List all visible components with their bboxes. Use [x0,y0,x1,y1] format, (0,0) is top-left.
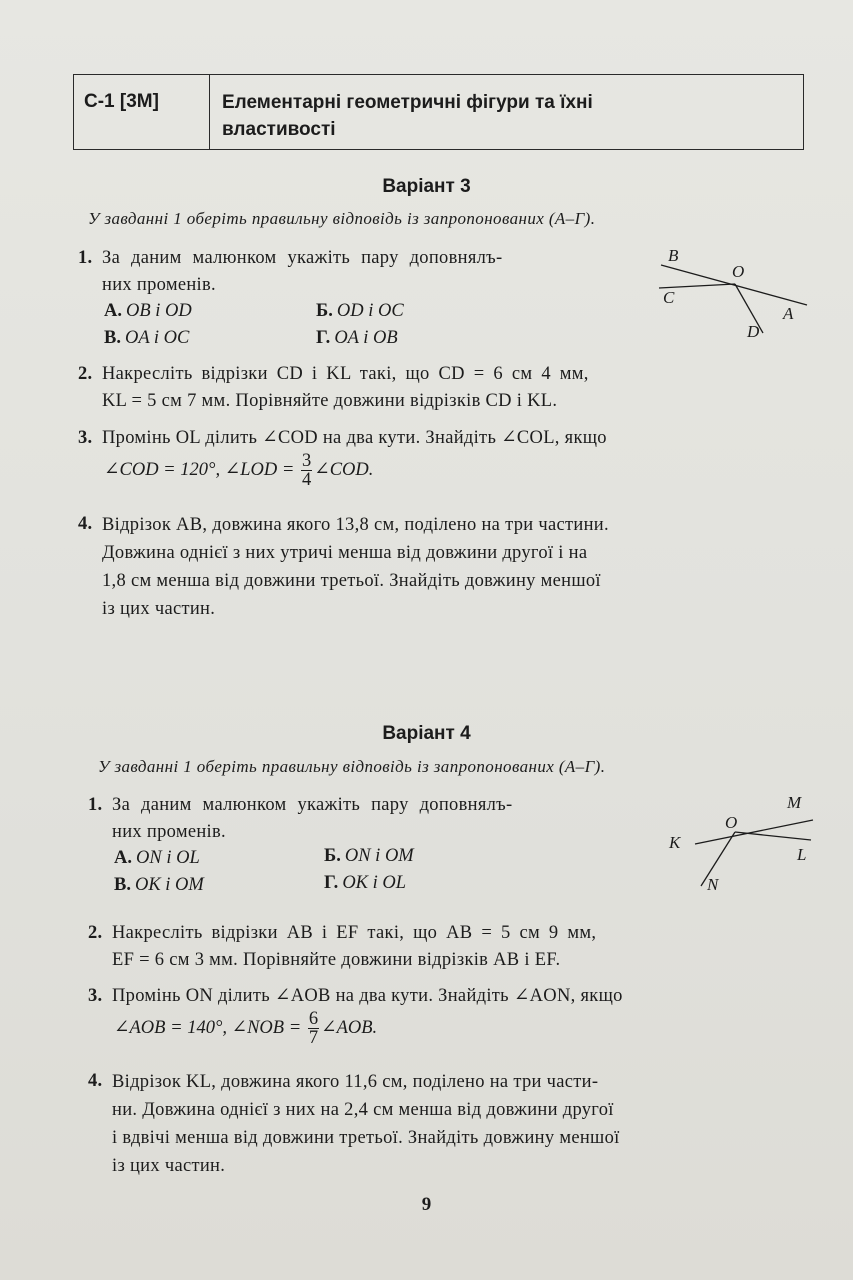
page-number: 9 [421,1194,432,1215]
label-a: A [783,304,794,323]
variant-4-title: Варіант 4 [382,723,471,744]
task-text-line4: із цих частин. [102,599,216,619]
task-text-line1: Промінь ON ділить ∠AOB на два кути. Знайдіть ∠AON, якщо [112,986,623,1006]
task-text-line1: Промінь OL ділить ∠COD на два кути. Знайдіть ∠COL, якщо [102,428,607,448]
task-number: 4. [78,514,93,534]
task-number: 3. [78,428,93,448]
option-d: Г. OK і OL [324,873,407,893]
task-text-line1: Відрізок AB, довжина якого 13,8 см, поділено на три частини. [102,515,609,535]
option-b: Б. OD і OC [316,301,404,321]
task-text-line1: Накресліть відрізки CD і KL такі, що CD = 6 см 4 мм, [102,364,589,384]
v3-task-3 [78,425,810,452]
task-text-line1: За даним малюнком укажіть пару доповнялъ- [112,795,513,815]
task-text-line1: Накресліть відрізки AB і EF такі, що AB = 5 см 9 мм, [112,923,597,943]
v4-ray-figure [665,790,825,900]
v3-ray-figure [655,245,815,345]
label-l: L [797,845,807,864]
label-b: B [668,246,679,265]
option-a: А. ON і OL [114,848,200,868]
task-text-line2: EF = 6 см 3 мм. Порівняйте довжини відрізків AB і EF. [112,950,561,970]
v4-task-3 [88,983,818,1010]
label-k: K [669,833,681,852]
fraction: $\frac{3}{4}$ [301,451,312,490]
task-text-line2: них променів. [112,822,226,842]
v3-task-4 [78,511,818,623]
variant-3-instruction: У завданні 1 оберіть правильну відповідь із запропонованих (А–Г). [88,209,596,228]
task-number: 3. [88,986,103,1006]
task-text-line2: Довжина однієї з них утричі менша від довжини другої і на [102,543,588,563]
section-header [73,74,804,150]
fraction: $\frac{6}{7}$ [308,1009,319,1048]
section-title-line1: Елементарні геометричні фігури та їхні [222,92,593,113]
v4-task-4 [88,1068,828,1180]
section-title [210,75,803,149]
option-c: В. OK і OM [114,875,204,895]
option-c: В. OA і OC [104,328,190,348]
task-text-line2: KL = 5 см 7 мм. Порівняйте довжини відрізків CD і KL. [102,391,558,411]
variant-3-title: Варіант 3 [382,176,471,197]
task-text-line1: За даним малюнком укажіть пару доповнялъ- [102,248,503,268]
v3-task-1 [78,245,658,299]
task-text-line1: Відрізок KL, довжина якого 11,6 см, поділено на три части- [112,1072,599,1092]
option-b: Б. ON і OM [324,846,414,866]
task-text-line4: із цих частин. [112,1156,226,1176]
task-number: 1. [88,795,103,815]
v4-task-3-formula: ∠AOB = 140°, ∠NOB = $\frac{6}{7}$ ∠AOB. [114,1009,378,1048]
task-text-line2: ни. Довжина однієї з них на 2,4 см менша від довжини другої [112,1100,614,1120]
option-d: Г. OA і OB [316,328,398,348]
option-a: А. OB і OD [104,301,192,321]
label-o: O [732,262,745,281]
task-number: 2. [88,923,103,943]
task-number: 2. [78,364,93,384]
task-text-line3: і вдвічі менша від довжини третьої. Знайдіть довжину меншої [112,1128,620,1148]
task-number: 1. [78,248,93,268]
v4-task-2 [88,920,818,974]
v3-task-3-formula: ∠COD = 120°, ∠LOD = $\frac{3}{4}$ ∠COD. [104,451,374,490]
v4-task-1 [88,792,658,846]
section-code: С-1 [3М] [74,75,210,149]
section-title-line2: властивості [222,119,336,140]
task-text-line2: них променів. [102,275,216,295]
label-m: M [787,793,802,812]
variant-4-instruction: У завданні 1 оберіть правильну відповідь із запропонованих (А–Г). [98,757,606,776]
v3-task-2 [78,361,810,415]
label-c: C [663,288,675,307]
label-n: N [707,875,719,894]
task-number: 4. [88,1071,103,1091]
task-text-line3: 1,8 см менша від довжини третьої. Знайдіть довжину меншої [102,571,601,591]
label-o: O [725,813,738,832]
label-d: D [747,322,760,341]
